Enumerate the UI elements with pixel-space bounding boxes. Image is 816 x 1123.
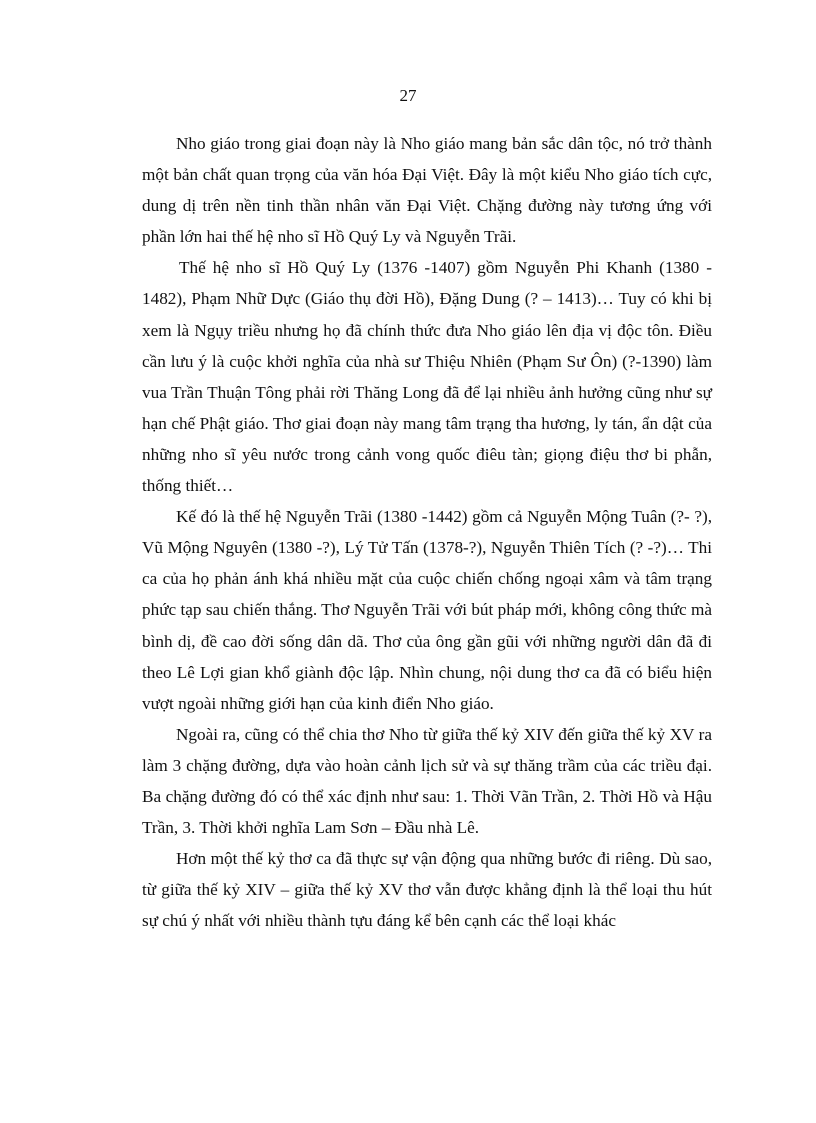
paragraph-4: Ngoài ra, cũng có thể chia thơ Nho từ giữa thế kỷ XIV đến giữa thế kỷ XV ra làm 3 chặng đường, dựa vào hoàn cảnh lịch sử và sự thăng trầm của các triều đại. Ba chặng đường đó có thể xác định như sau: 1. Thời Vãn Trần, 2. Thời Hồ và Hậu Trần, 3. Thời khởi nghĩa Lam Sơn – Đầu nhà Lê. xyxy=(142,724,712,838)
paragraph-2: Thế hệ nho sĩ Hồ Quý Ly (1376 -1407) gồm Nguyễn Phi Khanh (1380 - 1482), Phạm Nhữ Dực (Giáo thụ đời Hồ), Đặng Dung (? – 1413)… Tuy có khi bị xem là Ngụy triều nhưng họ đã chính thức đưa Nho giáo lên địa vị độc tôn. Điều cần lưu ý là cuộc khởi nghĩa của nhà sư Thiệu Nhiên (Phạm Sư Ôn) (?-1390) làm vua Trần Thuận Tông phải rời Thăng Long đã để lại nhiều ảnh hưởng cũng như sự hạn chế Phật giáo. Thơ giai đoạn này mang tâm trạng tha hương, ly tán, ẩn dật của những nho sĩ yêu nước trong cảnh vong quốc điêu tàn; giọng điệu thơ bi phẫn, thống thiết… xyxy=(142,258,712,496)
page-number: 27 xyxy=(399,86,417,105)
paragraph-1: Nho giáo trong giai đoạn này là Nho giáo mang bản sắc dân tộc, nó trở thành một bản chất quan trọng của văn hóa Đại Việt. Đây là một kiểu Nho giáo tích cực, dung dị trên nền tinh thần nhân văn Đại Việt. Chặng đường này tương ứng với phần lớn hai thế hệ nho sĩ Hồ Quý Ly và Nguyễn Trãi. xyxy=(142,134,712,247)
paragraph-3: Kế đó là thế hệ Nguyễn Trãi (1380 -1442) gồm cả Nguyễn Mộng Tuân (?- ?), Vũ Mộng Nguyên (1380 -?), Lý Tử Tấn (1378-?), Nguyễn Thiên Tích (? -?)… Thi ca của họ phản ánh khá nhiều mặt của cuộc chiến chống ngoại xâm và tâm trạng phức tạp sau chiến thắng. Thơ Nguyễn Trãi với bút pháp mới, không công thức mà bình dị, đề cao đời sống dân dã. Thơ của ông gần gũi với những người dân đã đi theo Lê Lợi gian khổ giành độc lập. Nhìn chung, nội dung thơ ca đã có biểu hiện vượt ngoài những giới hạn của kinh điển Nho giáo. xyxy=(142,507,712,713)
paragraph-5: Hơn một thế kỷ thơ ca đã thực sự vận động qua những bước đi riêng. Dù sao, từ giữa thế kỷ XIV – giữa thế kỷ XV thơ vẫn được khẳng định là thể loại thu hút sự chú ý nhất với nhiều thành tựu đáng kể bên cạnh các thể loại khác xyxy=(142,849,712,931)
body-text xyxy=(142,128,712,936)
